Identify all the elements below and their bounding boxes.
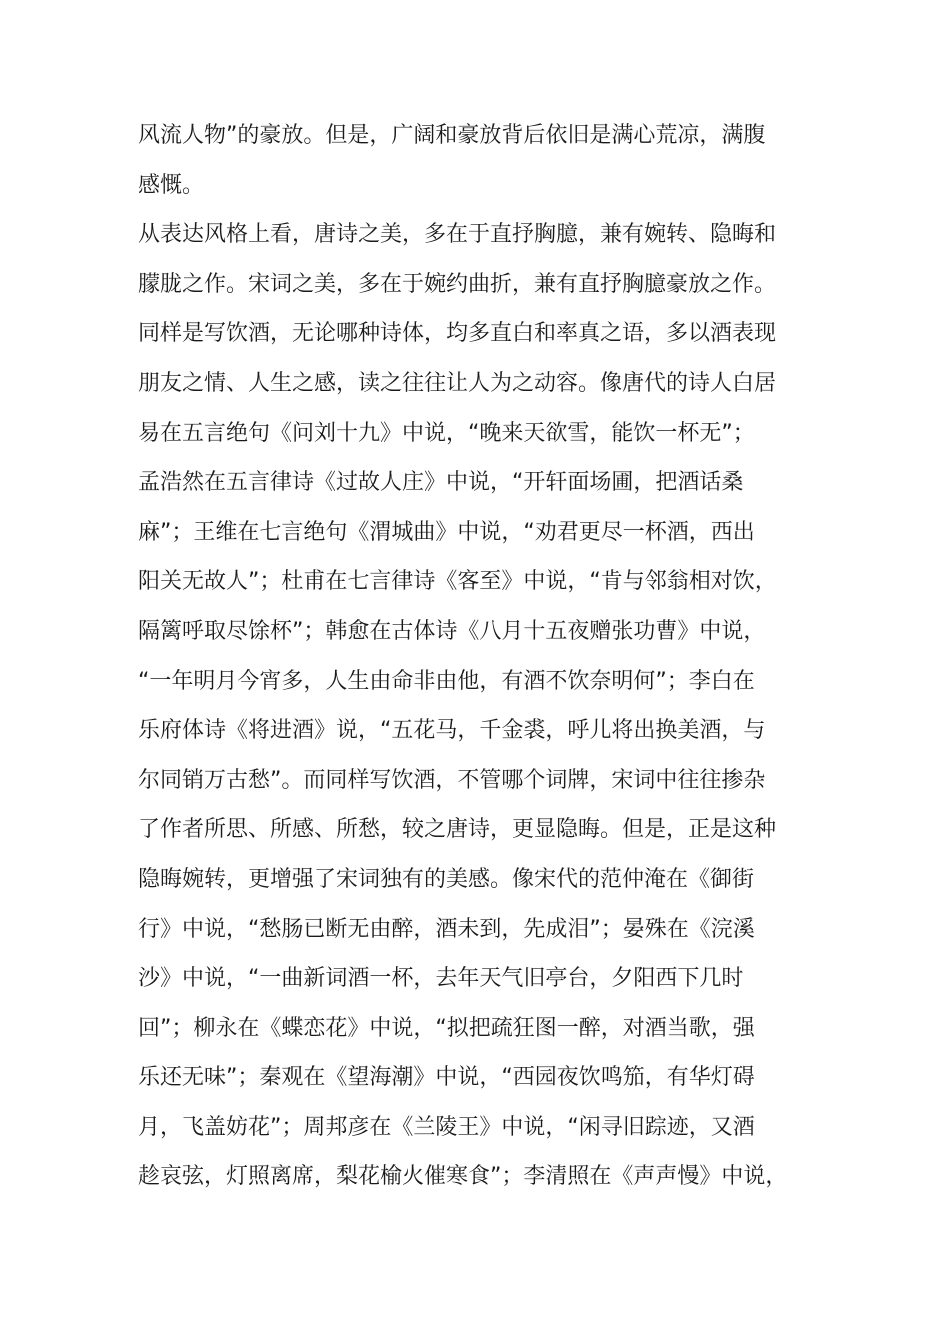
text-line: 感慨。	[138, 172, 205, 198]
text-line: 孟浩然在五言律诗《过故人庄》中说，“开轩面场圃，把酒话桑	[138, 470, 744, 496]
body-text	[138, 111, 818, 1202]
text-line: 乐府体诗《将进酒》说，“五花马，千金裘，呼儿将出换美酒，与	[138, 718, 766, 744]
text-line: 风流人物”的豪放。但是，广阔和豪放背后依旧是满心荒凉，满腹	[138, 123, 766, 148]
text-line: 沙》中说，“一曲新词酒一杯，去年天气旧亭台，夕阳西下几时	[138, 966, 744, 992]
text-line: 回”；柳永在《蝶恋花》中说，“拟把疏狂图一醉，对酒当歌，强	[138, 1015, 755, 1041]
text-line: 同样是写饮酒，无论哪种诗体，均多直白和率真之语，多以酒表现	[138, 321, 777, 347]
text-line: 隐晦婉转，更增强了宋词独有的美感。像宋代的范仲淹在《御街	[138, 866, 755, 892]
text-line: 麻”；王维在七言绝句《渭城曲》中说，“劝君更尽一杯酒，西出	[138, 519, 755, 545]
text-line: 了作者所思、所感、所愁，较之唐诗，更显隐晦。但是，正是这种	[138, 817, 777, 843]
text-line: 尔同销万古愁”。而同样写饮酒，不管哪个词牌，宋词中往往掺杂	[138, 767, 766, 793]
text-line: 易在五言绝句《问刘十九》中说，“晚来天欲雪，能饮一杯无”；	[138, 420, 755, 446]
text-line: 朋友之情、人生之感，读之往往让人为之动容。像唐代的诗人白居	[138, 370, 777, 396]
text-line: “一年明月今宵多，人生由命非由他，有酒不饮奈明何”；李白在	[138, 668, 755, 694]
text-line: 趁哀弦，灯照离席，梨花榆火催寒食”；李清照在《声声慢》中说，	[138, 1164, 788, 1190]
text-line: 朦胧之作。宋词之美，多在于婉约曲折，兼有直抒胸臆豪放之作。	[138, 271, 777, 297]
text-line: 从表达风格上看，唐诗之美，多在于直抒胸臆，兼有婉转、隐晦和	[138, 222, 777, 248]
text-line: 阳关无故人”；杜甫在七言律诗《客至》中说，“肯与邻翁相对饮，	[138, 569, 777, 595]
text-line: 隔篱呼取尽馀杯”；韩愈在古体诗《八月十五夜赠张功曹》中说，	[138, 618, 766, 644]
text-line: 月，飞盖妨花”；周邦彦在《兰陵王》中说，“闲寻旧踪迹，又酒	[138, 1114, 755, 1140]
text-line: 乐还无味”；秦观在《望海潮》中说，“西园夜饮鸣笳，有华灯碍	[138, 1065, 755, 1091]
text-line: 行》中说，“愁肠已断无由醉，酒未到，先成泪”；晏殊在《浣溪	[138, 916, 755, 942]
